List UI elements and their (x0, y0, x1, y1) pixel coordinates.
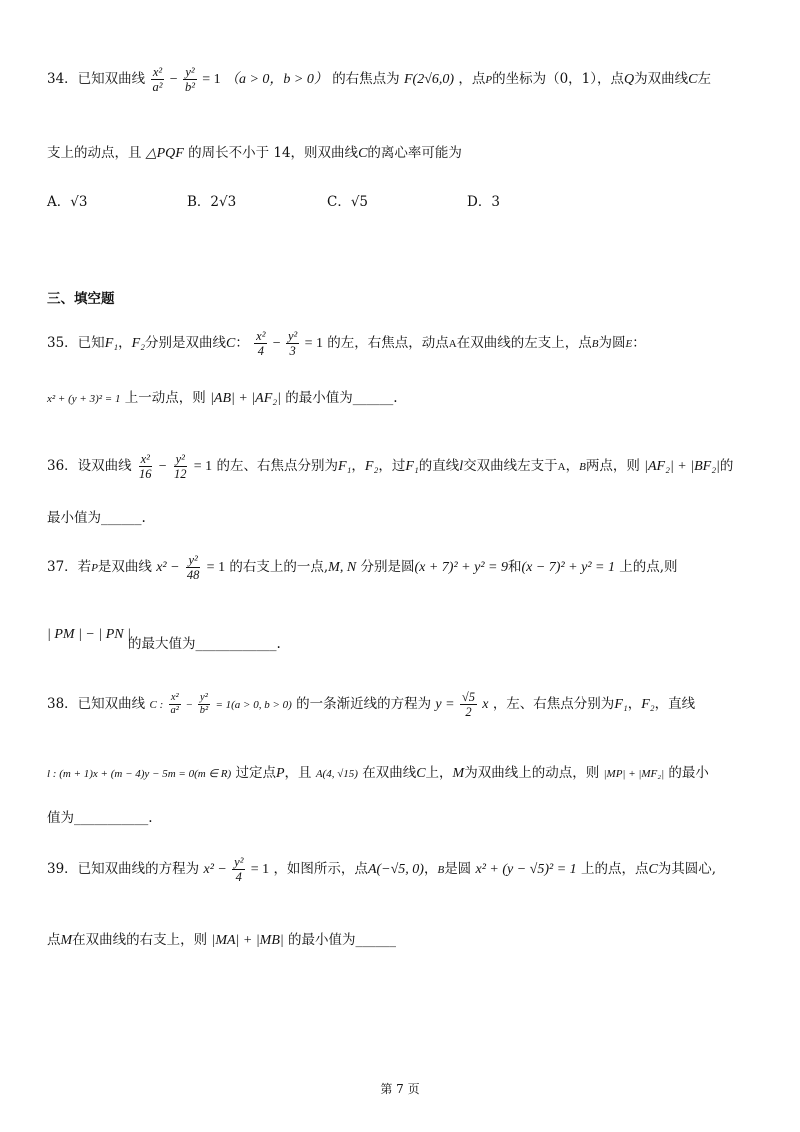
circle-equation: x² + (y + 3)² = 1 (47, 393, 121, 405)
distance-expression: |AF₂| + |BF₂| (644, 459, 720, 474)
fraction-y2-b2: $\frac{\text{y²}}{\text{b²}}$ (199, 692, 209, 716)
page-number: 第 7 页 (380, 1082, 420, 1096)
line-equation: l : (m + 1)x + (m − 4)y − 5m = 0(m ∈ R) (47, 768, 232, 780)
q38-line3: 值为___________. (47, 810, 153, 826)
option-b: B．2√3 (187, 194, 237, 210)
q37-line2-tail: 的最大值为____________. (128, 636, 281, 652)
fraction-y2-48: $\frac{\text{y²}}{48}$ (186, 553, 200, 582)
distance-expression: |MA| + |MB| (211, 933, 284, 948)
q37-line1: 37．若P是双曲线 x² − $\frac{\text{y²}}{48}$ = 1 的右支上的一点,M, N 分别是圆(x + 7)² + y² = 9和(x − 7)² + y² = 1 上的点,则 (47, 553, 678, 582)
fraction-sqrt5-2: $\frac{√5}{2}$ (461, 690, 475, 719)
fraction-x2-16: $\frac{\text{x²}}{16}$ (138, 452, 152, 481)
fraction-x2-4: $\frac{\text{x²}}{4}$ (256, 329, 266, 358)
distance-expression: |MP| + |MF₂| (603, 768, 665, 780)
circle-2-equation: (x − 7)² + y² = 1 (521, 560, 615, 575)
q39-line1: 39．已知双曲线的方程为 x² − $\frac{\text{y²}}{4}$ = 1 ，如图所示，点A(−√5, 0)，B是圆 x² + (y − √5)² = 1 上的点，点C为其圆心, (47, 855, 717, 884)
distance-expression: | PM | − | PN | (47, 627, 131, 642)
fraction-y2-12: $\frac{\text{y²}}{12}$ (173, 452, 187, 481)
q34-intro: 34．已知双曲线 (47, 71, 146, 87)
q37-line2 (47, 624, 131, 645)
option-d: D．3 (467, 194, 500, 210)
q34-line2: 支上的动点，且 △PQF 的周长不小于 14，则双曲线C的离心率可能为 (47, 145, 462, 161)
option-a: A．√3 (47, 194, 88, 210)
fraction-x2-a2: $\frac{\text{x²}}{\text{a²}}$ (152, 65, 163, 94)
point-a: A(−√5, 0) (367, 862, 424, 877)
q35-line1: 35．已知F₁，F₂分别是双曲线C： $\frac{\text{x²}}{4}$ − $\frac{\text{y²}}{3}$ = 1 的左，右焦点，动点A在双曲线的左支上，点B为圆E： (47, 329, 646, 358)
q34-line1: 34．已知双曲线 $\frac{\text{x²}}{\text{a²}}$ − $\frac{\text{y²}}{\text{b²}}$ = 1 （a > 0，b > 0） 的右焦点为 F(2√6,0) ，点P的坐标为（0，1），点Q为双曲线C左 (47, 65, 711, 94)
fraction-x2-a2: $\frac{\text{x²}}{\text{a²}}$ (170, 692, 179, 716)
section-heading: 三、填空题 (47, 291, 115, 307)
option-c: C．√5 (327, 194, 369, 210)
fraction-y2-3: $\frac{\text{y²}}{3}$ (287, 329, 298, 358)
q38-line1: 38．已知双曲线 C : $\frac{\text{x²}}{\text{a²}}$ − $\frac{\text{y²}}{\text{b²}}$ = 1(a > 0, b > 0) 的一条渐近线的方程为 y = $\frac{√5}{2}$ x ，左、右焦点分别为F₁，F₂，直线 (47, 690, 696, 719)
q36-line2: 最小值为______. (47, 510, 146, 526)
triangle-pqf: △PQF (145, 146, 184, 161)
distance-expression: |AB| + |AF₂| (210, 391, 281, 406)
q39-line2: 点M在双曲线的右支上，则 |MA| + |MB| 的最小值为______ (47, 932, 397, 948)
condition: （a > 0，b > 0） (224, 72, 328, 87)
point-a: A(4, √15) (315, 768, 358, 780)
q35-line2: x² + (y + 3)² = 1 上一动点，则 |AB| + |AF₂| 的最小值为______. (47, 390, 398, 406)
fraction-y2-4: $\frac{\text{y²}}{4}$ (234, 855, 244, 884)
q36-line1: 36．设双曲线 $\frac{\text{x²}}{16}$ − $\frac{\text{y²}}{12}$ = 1 的左、右焦点分别为F₁，F₂，过F₁的直线l交双曲线左支于A，B两点，则 |AF₂| + |BF₂|的 (47, 452, 734, 481)
fraction-y2-b2: $\frac{\text{y²}}{\text{b²}}$ (184, 65, 195, 94)
circle-1-equation: (x + 7)² + y² = 9 (414, 560, 508, 575)
circle-equation: x² + (y − √5)² = 1 (475, 862, 577, 877)
focus-coordinate: F(2√6,0) (403, 72, 455, 87)
q38-line2: l : (m + 1)x + (m − 4)y − 5m = 0(m ∈ R) 过定点P，且 A(4, √15) 在双曲线C上，M为双曲线上的动点，则 |MP| + |MF₂| 的最小 (47, 765, 709, 781)
